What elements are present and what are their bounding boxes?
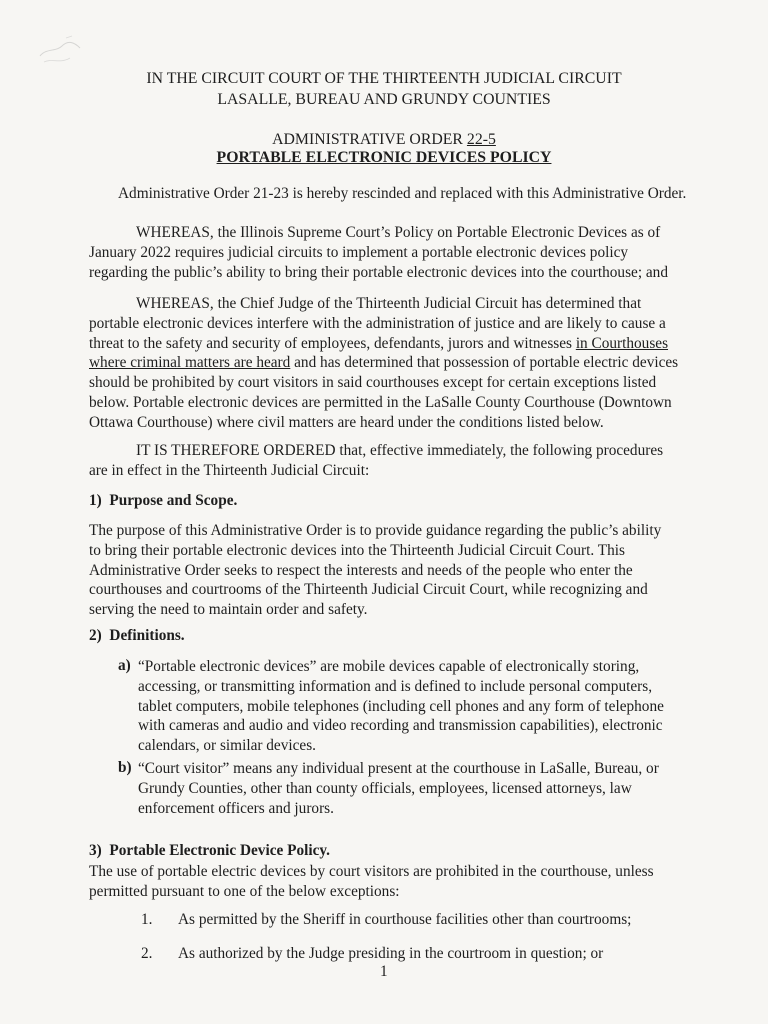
section1-line: courthouses and courtrooms of the Thirteenth Judicial Circuit Court, while recognizing and	[89, 581, 648, 599]
definition-a-line: with cameras and audio and video recording and transmission capabilities), electronic	[138, 717, 663, 735]
section3-number: 3)	[89, 842, 102, 859]
page-number: 1	[380, 963, 388, 980]
section3-heading	[89, 842, 330, 860]
ordered-paragraph	[89, 441, 663, 481]
definition-a-label: a)	[118, 657, 131, 674]
section1-number: 1)	[89, 492, 102, 509]
whereas-paragraph-1	[89, 223, 668, 282]
whereas2-line3-text: threat to the safety and security of employees, defendants, jurors and witnesses	[89, 334, 576, 352]
section2-title: Definitions.	[109, 627, 185, 644]
definition-b-line: Grundy Counties, other than county officials, employees, licensed attorneys, law	[138, 779, 632, 797]
order-prefix: ADMINISTRATIVE ORDER	[272, 131, 467, 148]
definition-b-text	[138, 759, 659, 818]
whereas2-line: WHEREAS, the Chief Judge of the Thirteenth Judicial Circuit has determined that	[136, 295, 642, 312]
court-name-line1: IN THE CIRCUIT COURT OF THE THIRTEENTH JUDICIAL CIRCUIT	[146, 70, 622, 87]
section1-title: Purpose and Scope.	[109, 492, 238, 509]
whereas-paragraph-2	[89, 294, 678, 433]
whereas2-line: Ottawa Courthouse) where civil matters are heard under the conditions listed below.	[89, 413, 604, 431]
section3-line: The use of portable electric devices by court visitors are prohibited in the courthouse, unless	[89, 863, 654, 880]
whereas2-line	[89, 334, 678, 354]
ordered-line: are in effect in the Thirteenth Judicial Circuit:	[89, 461, 370, 479]
definition-a-line: “Portable electronic devices” are mobile devices capable of electronically storing,	[138, 658, 640, 675]
section1-line: The purpose of this Administrative Order is to provide guidance regarding the public’s ability	[89, 522, 662, 539]
section1-line: serving the need to maintain order and safety.	[89, 601, 368, 619]
definition-a-line: tablet computers, mobile telephones (including cell phones and any form of telephone	[138, 697, 664, 715]
whereas1-line: regarding the public’s ability to bring their portable electronic devices into the courthouse; and	[89, 263, 668, 281]
ordered-line: IT IS THEREFORE ORDERED that, effective immediately, the following procedures	[136, 442, 664, 459]
section1-line: to bring their portable electronic devices into the Thirteenth Judicial Circuit Court. This	[89, 541, 625, 559]
intro-paragraph: Administrative Order 21-23 is hereby rescinded and replaced with this Administrative Order.	[118, 185, 687, 202]
whereas2-line: portable electronic devices interfere with the administration of justice and are likely to cause a	[89, 314, 666, 332]
whereas2-underlined-phrase: in Courthouses	[575, 334, 669, 352]
exception-2-number: 2.	[141, 945, 153, 962]
exception-2-text: As authorized by the Judge presiding in the courtroom in question; or	[178, 945, 604, 962]
policy-title: PORTABLE ELECTRONIC DEVICES POLICY	[216, 149, 552, 166]
section3-title: Portable Electronic Device Policy.	[109, 842, 331, 859]
whereas2-line	[89, 353, 678, 373]
order-number: 22-5	[466, 131, 496, 148]
whereas1-line: January 2022 requires judicial circuits to implement a portable electronic devices policy	[89, 243, 629, 261]
section3-line: permitted pursuant to one of the below exceptions:	[89, 882, 400, 900]
definition-b-label: b)	[118, 759, 132, 776]
exception-1-text: As permitted by the Sheriff in courthouse facilities other than courtrooms;	[178, 911, 632, 928]
whereas2-line: should be prohibited by court visitors in said courthouses except for certain exceptions listed	[89, 374, 657, 392]
court-name-line2: LASALLE, BUREAU AND GRUNDY COUNTIES	[217, 91, 551, 108]
section1-paragraph	[89, 521, 661, 620]
exception-1-number: 1.	[141, 911, 153, 928]
definition-a-line: calendars, or similar devices.	[138, 737, 316, 755]
definition-b-line: “Court visitor” means any individual present at the courthouse in LaSalle, Bureau, or	[138, 760, 659, 777]
section3-paragraph	[89, 862, 654, 902]
scan-smudge-mark	[36, 34, 84, 70]
section2-heading	[89, 627, 185, 645]
definition-a-line: accessing, or transmitting information and is defined to include personal computers,	[138, 677, 653, 695]
section1-heading	[89, 492, 237, 510]
whereas2-line: below. Portable electronic devices are permitted in the LaSalle County Courthouse (Downtown	[89, 393, 672, 411]
whereas2-underlined-phrase: where criminal matters are heard	[89, 354, 291, 372]
whereas2-line4-text: and has determined that possession of portable electric devices	[290, 354, 679, 372]
order-number-line	[0, 131, 768, 149]
section2-number: 2)	[89, 627, 102, 644]
definition-a-text	[138, 657, 664, 756]
whereas1-line: WHEREAS, the Illinois Supreme Court’s Policy on Portable Electronic Devices as of	[136, 224, 661, 241]
section1-line: Administrative Order seeks to respect the interests and needs of the people who enter the	[89, 561, 633, 579]
definition-b-line: enforcement officers and jurors.	[138, 799, 334, 817]
